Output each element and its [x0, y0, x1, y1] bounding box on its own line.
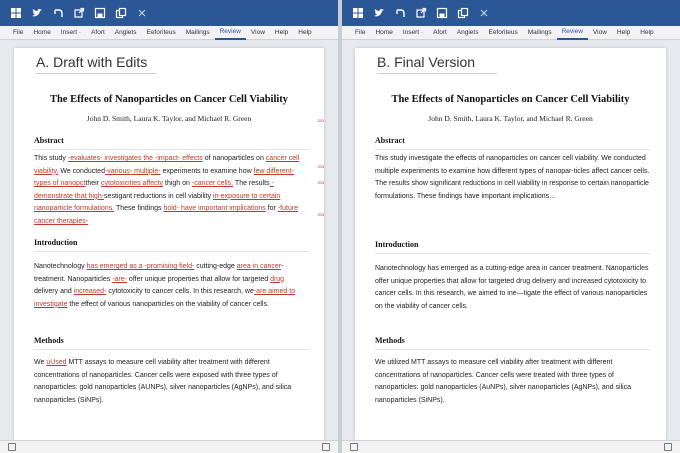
text-run: cutting-edge: [194, 263, 237, 270]
tracked-edit[interactable]: increased-: [73, 288, 107, 296]
tab-help[interactable]: Help: [274, 28, 289, 36]
text-run: We: [34, 359, 47, 366]
revision-marker: 333: [317, 164, 324, 169]
tab-insert[interactable]: Insert ·: [60, 28, 82, 36]
save-icon[interactable]: [94, 7, 106, 19]
document-title: The Effects of Nanoparticles on Cancer Cell Viability: [49, 94, 289, 105]
undo-icon[interactable]: [394, 7, 406, 19]
text-run: -treatment. Nanoparticles: [34, 263, 284, 283]
text-run: offer unique properties that allow for targeted: [126, 275, 271, 283]
text-run: thigh on: [163, 180, 192, 188]
document-page[interactable]: [14, 48, 324, 440]
copy-icon[interactable]: [457, 7, 469, 19]
methods-heading: Methods: [375, 336, 405, 345]
tracked-edit[interactable]: few different-types of nanopct: [34, 167, 294, 188]
abstract-text[interactable]: This study investigate the effects of nanoparticles on cancer cell viability. We conducted multiple experiments to examine how different types of nanopar-ticles affect cancer cells. The results show significant reductions in cell viability in response to certain nanoparticle formulations. These findings have important implications...: [375, 155, 650, 200]
introduction-text[interactable]: Nanotechnology has emerged as a cutting-edge area in cancer treatment. Nanoparticles offer unique properties that allow for targeted drug delivery and increased cytotoxicity to cancer cells. In this research, we aimed to ine—tigate the effect of various nanoparticles on the viability of cancer cells.: [375, 265, 649, 310]
text-run: We conducted: [58, 167, 105, 175]
section-rule: [34, 349, 309, 350]
tab-mailings[interactable]: Mailings: [185, 28, 210, 36]
tab-view[interactable]: Viow: [250, 28, 265, 36]
windows-icon[interactable]: [10, 7, 22, 19]
share-icon[interactable]: [73, 7, 85, 19]
more-icon[interactable]: [478, 7, 490, 19]
tab-eeforiteus[interactable]: Eeforiteus: [146, 28, 176, 36]
text-run: the effect of various nanoparticles on the viability of cancer cells.: [67, 300, 269, 308]
tracked-edit[interactable]: in-exposure to certain nanoparticle formulations.: [34, 192, 281, 213]
zoom-icon[interactable]: [322, 443, 330, 451]
save-icon[interactable]: [436, 7, 448, 19]
tracked-edit[interactable]: drug: [270, 275, 285, 283]
tab-home[interactable]: Home: [375, 28, 393, 36]
tracked-edit[interactable]: -various- multiple-: [104, 167, 161, 175]
tracked-edit[interactable]: -are aimed to investigate: [34, 288, 296, 308]
abstract-text[interactable]: [34, 153, 309, 229]
tracked-edit[interactable]: uUsed: [46, 359, 67, 366]
tab-help-2[interactable]: Help: [298, 28, 312, 36]
text-run: cytotoxicity to cancer cells. In this research, we: [106, 288, 254, 296]
introduction-heading: Introduction: [375, 240, 419, 249]
introduction-text[interactable]: [34, 261, 309, 311]
revision-marker: 333: [317, 180, 324, 185]
left-window: [0, 0, 338, 453]
title-bar: [342, 0, 680, 26]
panel-heading: A. Draft with Edits: [36, 54, 148, 70]
text-run: These findings: [114, 205, 164, 213]
text-run: of nanoparticles on: [202, 155, 266, 162]
tab-home[interactable]: Home: [33, 28, 51, 36]
more-icon[interactable]: [136, 7, 148, 19]
status-bar: [0, 440, 338, 453]
section-rule: [375, 149, 650, 150]
tab-file[interactable]: File: [13, 28, 24, 36]
text-run: for: [265, 205, 278, 213]
tracked-edit[interactable]: area in cancer: [236, 263, 282, 270]
section-rule: [375, 349, 650, 350]
title-bar: [0, 0, 338, 26]
status-bar: [342, 440, 680, 453]
ribbon-tabs: [342, 26, 680, 40]
revision-marker: 333: [317, 212, 324, 217]
tab-mailings[interactable]: Mailings: [527, 28, 552, 36]
tab-view[interactable]: Viow: [592, 28, 607, 36]
twitter-icon[interactable]: [373, 7, 385, 19]
tracked-edit[interactable]: -future cancer therapies-: [34, 205, 299, 225]
text-run: their: [85, 180, 101, 188]
abstract-heading: Abstract: [375, 136, 405, 145]
twitter-icon[interactable]: [31, 7, 43, 19]
tab-angiets[interactable]: Angiets: [114, 28, 137, 36]
section-rule: [34, 251, 309, 252]
tracked-edit[interactable]: -cancer cells.: [191, 180, 234, 188]
copy-icon[interactable]: [115, 7, 127, 19]
tab-review[interactable]: Review: [557, 26, 588, 40]
tracked-edit[interactable]: hold- have important implications: [163, 205, 266, 213]
document-authors: John D. Smith, Laura K. Taylor, and Michael R. Green: [428, 114, 593, 123]
text-run: The results: [233, 180, 270, 188]
methods-text[interactable]: [34, 357, 309, 407]
tab-file[interactable]: File: [355, 28, 366, 36]
tracked-edit[interactable]: cytotoxicities affecty: [100, 180, 164, 188]
document-title: The Effects of Nanoparticles on Cancer Cell Viability: [391, 94, 630, 105]
tab-insert[interactable]: Insert ·: [402, 28, 424, 36]
section-rule: [34, 149, 309, 150]
revision-marker: 333: [317, 118, 324, 123]
document-page[interactable]: [355, 48, 666, 440]
introduction-heading: Introduction: [34, 238, 78, 247]
methods-text[interactable]: We utilized MTT assays to measure cell viability after treatment with different concentrations of nanoparticles. Cancer cells were treated with three types of nanoparticles: gold nanoparticles (AuNPs), silver nanoparticles (AgNPs), and silica nanoparticles (SiNPs).: [375, 359, 632, 404]
page-view-icon[interactable]: [8, 443, 16, 451]
heading-underline: [36, 73, 156, 74]
text-run: Nanotechnology: [34, 263, 87, 270]
text-run: This study: [34, 155, 68, 162]
tab-review[interactable]: Review: [215, 26, 246, 40]
zoom-icon[interactable]: [664, 443, 672, 451]
methods-heading: Methods: [34, 336, 64, 345]
heading-underline: [377, 73, 497, 74]
tab-help-2[interactable]: Help: [640, 28, 654, 36]
tracked-edit[interactable]: -demonstrate that high-: [34, 180, 274, 200]
text-run: sestigant reductions in cell viability: [104, 192, 213, 200]
text-run: experiments to examine how: [160, 167, 254, 175]
tab-help[interactable]: Help: [616, 28, 631, 36]
ribbon-tabs: [0, 26, 338, 40]
share-icon[interactable]: [415, 7, 427, 19]
tab-afort[interactable]: Afort: [91, 28, 105, 36]
undo-icon[interactable]: [52, 7, 64, 19]
tab-afort[interactable]: Afort: [433, 28, 447, 36]
tracked-edit[interactable]: -evaluates- investigates the -impact- effects: [67, 155, 203, 162]
abstract-heading: Abstract: [34, 136, 64, 145]
tab-angiets[interactable]: Angiets: [456, 28, 479, 36]
tracked-edit[interactable]: -are-: [112, 275, 127, 283]
section-rule: [375, 253, 650, 254]
right-window: [342, 0, 680, 453]
tab-eeforiteus[interactable]: Eeforiteus: [488, 28, 518, 36]
tracked-edit[interactable]: cancer cell viability.: [34, 155, 300, 175]
windows-icon[interactable]: [352, 7, 364, 19]
document-authors: John D. Smith, Laura K. Taylor, and Michael R. Green: [86, 114, 252, 123]
text-run: MTT assays to measure cell viability after treatment with different concentrations of nanoparticles. Cancer cells were exposed with three types of nanoparticles: gold nanoparticles (AUNPs), silver nanoparticles (AgNPs), and silica nanoparticles (SiNPs).: [34, 359, 292, 404]
page-view-icon[interactable]: [350, 443, 358, 451]
panel-heading: B. Final Version: [377, 54, 476, 70]
tracked-edit[interactable]: has emerged as a -promising field-: [86, 263, 195, 270]
text-run: delivery and: [34, 288, 74, 296]
